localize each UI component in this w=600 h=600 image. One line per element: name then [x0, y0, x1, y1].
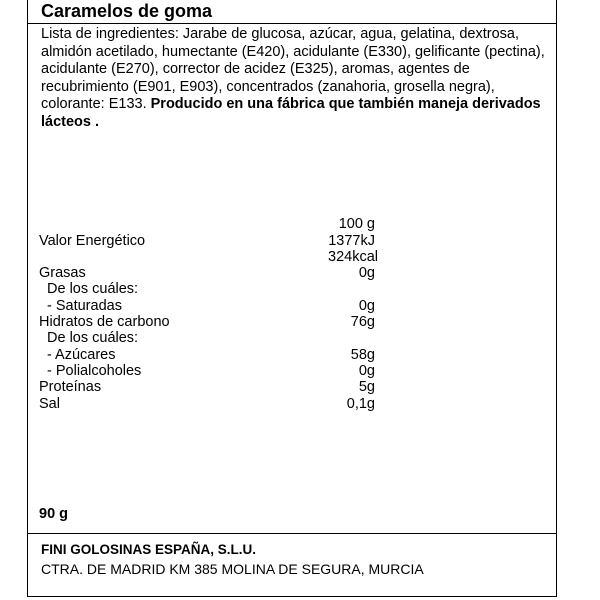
protein-label: Proteínas	[39, 379, 102, 395]
food-label	[27, 0, 557, 597]
protein-value: 5g	[358, 379, 375, 395]
sugars-value: 58g	[350, 347, 375, 363]
fat-label: Grasas	[39, 265, 86, 281]
energy-label: Valor Energético	[39, 233, 146, 249]
nutrition-header: 100 g	[338, 216, 375, 232]
polyols-value: 0g	[358, 363, 375, 379]
allergen-notice: Producido en una fábrica que también maneja derivados lácteos	[41, 96, 541, 130]
ingredients-list	[41, 26, 546, 131]
sugars-label: - Azúcares	[47, 347, 116, 363]
net-weight: 90 g	[39, 506, 69, 522]
energy-kj: 1377kJ	[328, 233, 375, 249]
carbs-value: 76g	[350, 314, 375, 330]
ingredients-text: Lista de ingredientes: Jarabe de glucosa, azúcar, agua, gelatina, dextrosa, almidón acetilado, humectante (E420), acidulante (E330), gelificante (pectina), acidulante (E270), corrector de acidez (E325), aromas, agentes de recubrimiento (E901, E903), concentrados (zanahoria, grosella negra), colorante: E133.	[41, 26, 545, 112]
ingredients-end: .	[90, 113, 100, 130]
polyols-label: - Polialcoholes	[47, 363, 142, 379]
manufacturer-name: FINI GOLOSINAS ESPAÑA, S.L.U.	[41, 542, 257, 557]
manufacturer-address: CTRA. DE MADRID KM 385 MOLINA DE SEGURA, MURCIA	[41, 561, 424, 577]
net-weight-divider	[28, 533, 556, 534]
fat-value: 0g	[358, 265, 375, 281]
carbs-subheading: De los cuáles:	[47, 330, 139, 346]
title-divider	[28, 23, 556, 24]
energy-kcal: 324kcal	[328, 249, 378, 265]
carbs-label: Hidratos de carbono	[39, 314, 170, 330]
salt-value: 0,1g	[346, 396, 375, 412]
saturated-value: 0g	[358, 298, 375, 314]
product-title: Caramelos de goma	[41, 1, 213, 21]
fat-subheading: De los cuáles:	[47, 281, 139, 297]
salt-label: Sal	[39, 396, 60, 412]
saturated-label: - Saturadas	[47, 298, 122, 314]
